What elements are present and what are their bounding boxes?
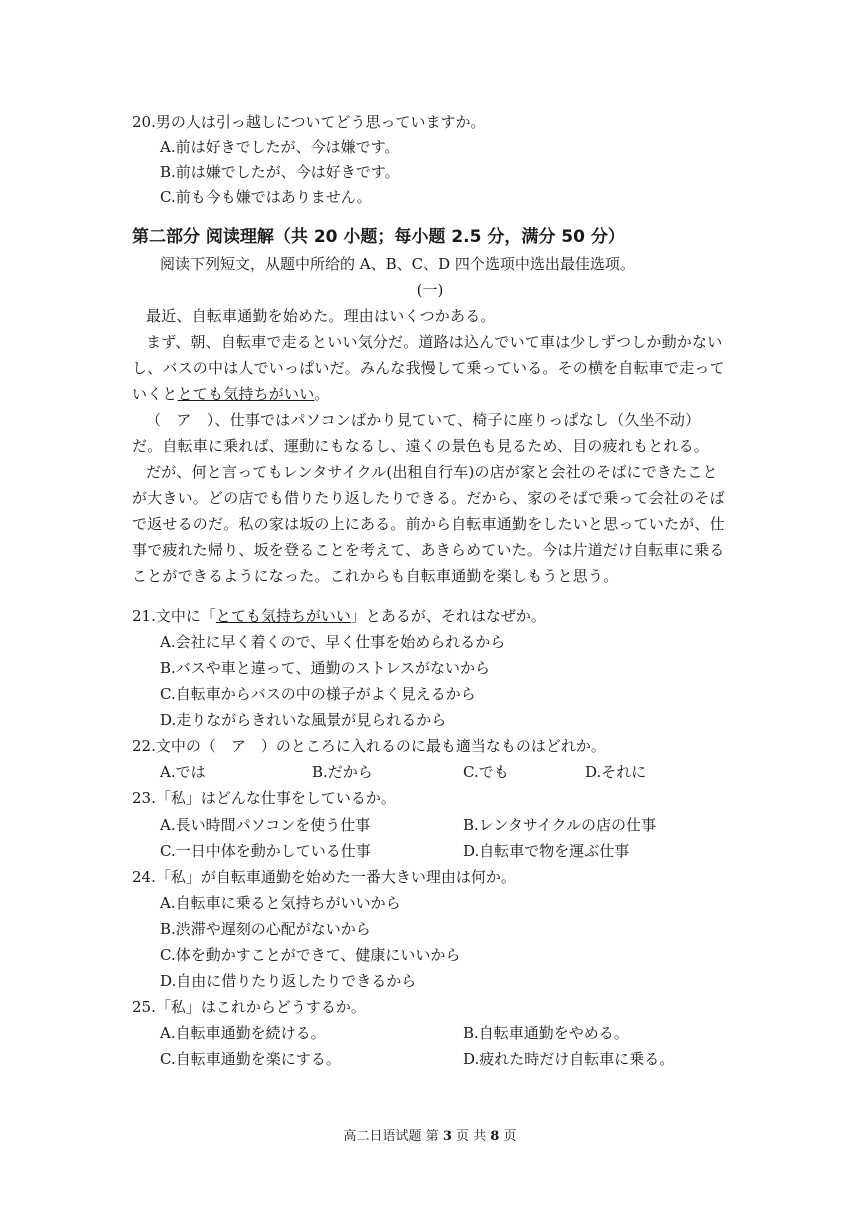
q25-stem: 25.「私」はこれからどうするか。 — [132, 998, 366, 1016]
q23-option-a: A.長い時間パソコンを使う仕事 — [160, 816, 371, 834]
q20-stem: 20.男の人は引っ越しについてどう思っていますか。 — [132, 113, 486, 131]
q25-option-c: C.自転車通勤を楽にする。 — [160, 1050, 341, 1068]
q20-option-b: B.前は嫌でしたが、今は好きです。 — [160, 163, 400, 181]
passage-number: (一) — [416, 281, 444, 299]
passage-paragraph-3: （ ア ）、仕事ではパソコンばかり見ていて、椅子に座りっぱなし（久坐不动）だ。自転車に乗れば、運動にもなるし、遠くの景色も見るため、目の疲れもとれる。 — [132, 411, 710, 455]
q21-option-c: C.自転車からバスの中の様子がよく見えるから — [160, 685, 476, 703]
passage-paragraph-2 — [132, 329, 728, 407]
q24-option-d: D.自由に借りたり返したりできるから — [160, 972, 417, 990]
q22-option-a: A.では — [160, 763, 206, 781]
footer-page-number: 3 — [442, 1129, 452, 1144]
q21-stem-quote: とても気持ちがいい — [215, 607, 351, 625]
footer-mid: 页 共 — [451, 1129, 491, 1144]
q25-option-b: B.自転車通勤をやめる。 — [463, 1024, 629, 1042]
passage-paragraph-1: 最近、自転車通勤を始めた。理由はいくつかある。 — [146, 307, 496, 325]
q23-option-b: B.レンタサイクルの店の仕事 — [463, 816, 657, 834]
passage-p2-text: まず、朝、自転車で走るといい気分だ。道路は込んでいて車は少しずつしか動かないし、バスの中は人でいっぱいだ。みんな我慢して乗っている。その横を自転車で走っていくと — [132, 333, 725, 403]
q23-option-c: C.一日中体を動かしている仕事 — [160, 842, 371, 860]
q24-option-c: C.体を動かすことができて、健康にいいから — [160, 946, 461, 964]
q21-stem-post: 」とあるが、それはなぜか。 — [350, 607, 546, 625]
q23-option-d: D.自転車で物を運ぶ仕事 — [463, 842, 630, 860]
passage-p2-end: 。 — [314, 385, 330, 403]
q21-option-b: B.バスや車と違って、通勤のストレスがないから — [160, 659, 491, 677]
q20-option-c: C.前も今も嫌ではありません。 — [160, 188, 372, 206]
q22-option-c: C.でも — [463, 763, 509, 781]
passage-paragraph-4: だが、何と言ってもレンタサイクル(出租自行车)の店が家と会社のそばにできたことが大きい。どの店でも借りたり返したりできる。だから、家のそばで乗って会社のそばで返せるのだ。私の家は坂の上にある。前から自転車通勤をしたいと思っていたが、仕事で疲れた帰り、坂を登ることを考えて、あきらめていた。今は片道だけ自転車に乗ることができるようになった。これからも自転車通勤を楽しもうと思う。 — [132, 463, 725, 585]
q22-option-b: B.だから — [312, 763, 373, 781]
q25-option-a: A.自転車通勤を続ける。 — [160, 1024, 326, 1042]
page-footer — [0, 1126, 860, 1148]
footer-pre: 高二日语试题 第 — [343, 1129, 443, 1144]
q24-option-a: A.自転車に乗ると気持ちがいいから — [160, 894, 401, 912]
q25-option-d: D.疲れた時だけ自転車に乗る。 — [463, 1050, 675, 1068]
q20-option-a: A.前は好きでしたが、今は嫌です。 — [160, 138, 400, 156]
footer-post: 页 — [499, 1129, 517, 1144]
footer-total-pages: 8 — [490, 1129, 500, 1144]
section-title: 第二部分 阅读理解（共 20 小题；每小题 2.5 分，满分 50 分） — [132, 227, 625, 247]
q21-stem — [132, 605, 546, 627]
q21-option-d: D.走りながらきれいな風景が見られるから — [160, 711, 447, 729]
q22-option-d: D.それに — [585, 763, 647, 781]
q22-stem: 22.文中の（ ア ）のところに入れるのに最も適当なものはどれか。 — [132, 737, 606, 755]
q23-stem: 23.「私」はどんな仕事をしているか。 — [132, 789, 396, 807]
underlined-phrase: とても気持ちがいい — [177, 385, 315, 403]
q21-option-a: A.会社に早く着くので、早く仕事を始められるから — [160, 633, 506, 651]
q21-stem-pre: 21.文中に「 — [132, 607, 216, 625]
section-instruction: 阅读下列短文，从题中所给的 A、B、C、D 四个选项中选出最佳选项。 — [160, 255, 635, 273]
q24-stem: 24.「私」が自転車通勤を始めた一番大きい理由は何か。 — [132, 868, 516, 886]
q24-option-b: B.渋滞や遅刻の心配がないから — [160, 920, 371, 938]
